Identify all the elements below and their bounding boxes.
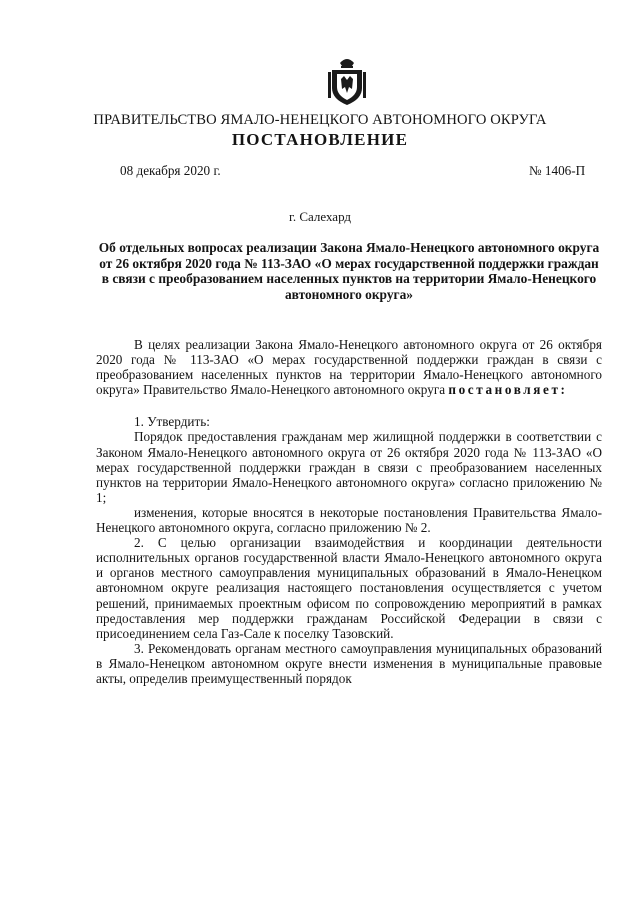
- intro-paragraph: [96, 337, 602, 397]
- document-title: Об отдельных вопросах реализации Закона Ямало-Ненецкого автономного округа от 26 октября 2020 года № 113-ЗАО «О мерах государственной поддержки граждан в связи с преобразованием населенных пунктов на территории Ямало-Ненецкого автономного округа»: [98, 240, 600, 302]
- city: г. Салехард: [288, 209, 352, 224]
- document-body: [96, 337, 602, 686]
- organization-name: ПРАВИТЕЛЬСТВО ЯМАЛО-НЕНЕЦКОГО АВТОНОМНОГО ОКРУГА: [93, 112, 547, 128]
- coat-of-arms-icon: [327, 55, 367, 107]
- paragraph: 1. Утвердить:: [134, 414, 210, 430]
- paragraph: 2. С целью организации взаимодействия и координации деятельности исполнительных органов государственной власти Ямало-Ненецкого автономного округа и органов местного самоуправления муниципальных образований в Ямало-Ненецком автономном округе реализация настоящего постановления осуществляется с учетом решений, принимаемых проектным офисом по сопровождению мероприятий в рамках предоставления мер поддержки гражданам Российской Федерации в связи с присоединением села Газ-Сале к поселку Тазовский.: [96, 535, 602, 641]
- intro-text: В целях реализации Закона Ямало-Ненецкого автономного округа от 26 октября 2020 года № 113-ЗАО «О мерах государственной поддержки граждан в связи с преобразованием населенных пунктов на территории Ямало-Ненецкого автономного округа» Правительство Ямало-Ненецкого автономного округа: [96, 337, 602, 398]
- decree-word: постановляет:: [448, 382, 568, 398]
- document-number: № 1406-П: [529, 163, 586, 178]
- document-type: ПОСТАНОВЛЕНИЕ: [231, 130, 409, 149]
- paragraph: изменения, которые вносятся в некоторые постановления Правительства Ямало-Ненецкого автономного округа, согласно приложению № 2.: [96, 504, 602, 536]
- paragraph: Порядок предоставления гражданам мер жилищной поддержки в соответствии с Законом Ямало-Ненецкого автономного округа от 26 октября 2020 года № 113-ЗАО «О мерах государственной поддержки граждан в связи с преобразованием населенных пунктов на территории Ямало-Ненецкого автономного округа» согласно приложению № 1;: [96, 429, 602, 505]
- paragraph: 3. Рекомендовать органам местного самоуправления муниципальных образований в Ямало-Ненецком автономном округе внести изменения в муниципальные правовые акты, определив преимущественный порядок: [96, 640, 602, 686]
- document-date: 08 декабря 2020 г.: [120, 163, 221, 178]
